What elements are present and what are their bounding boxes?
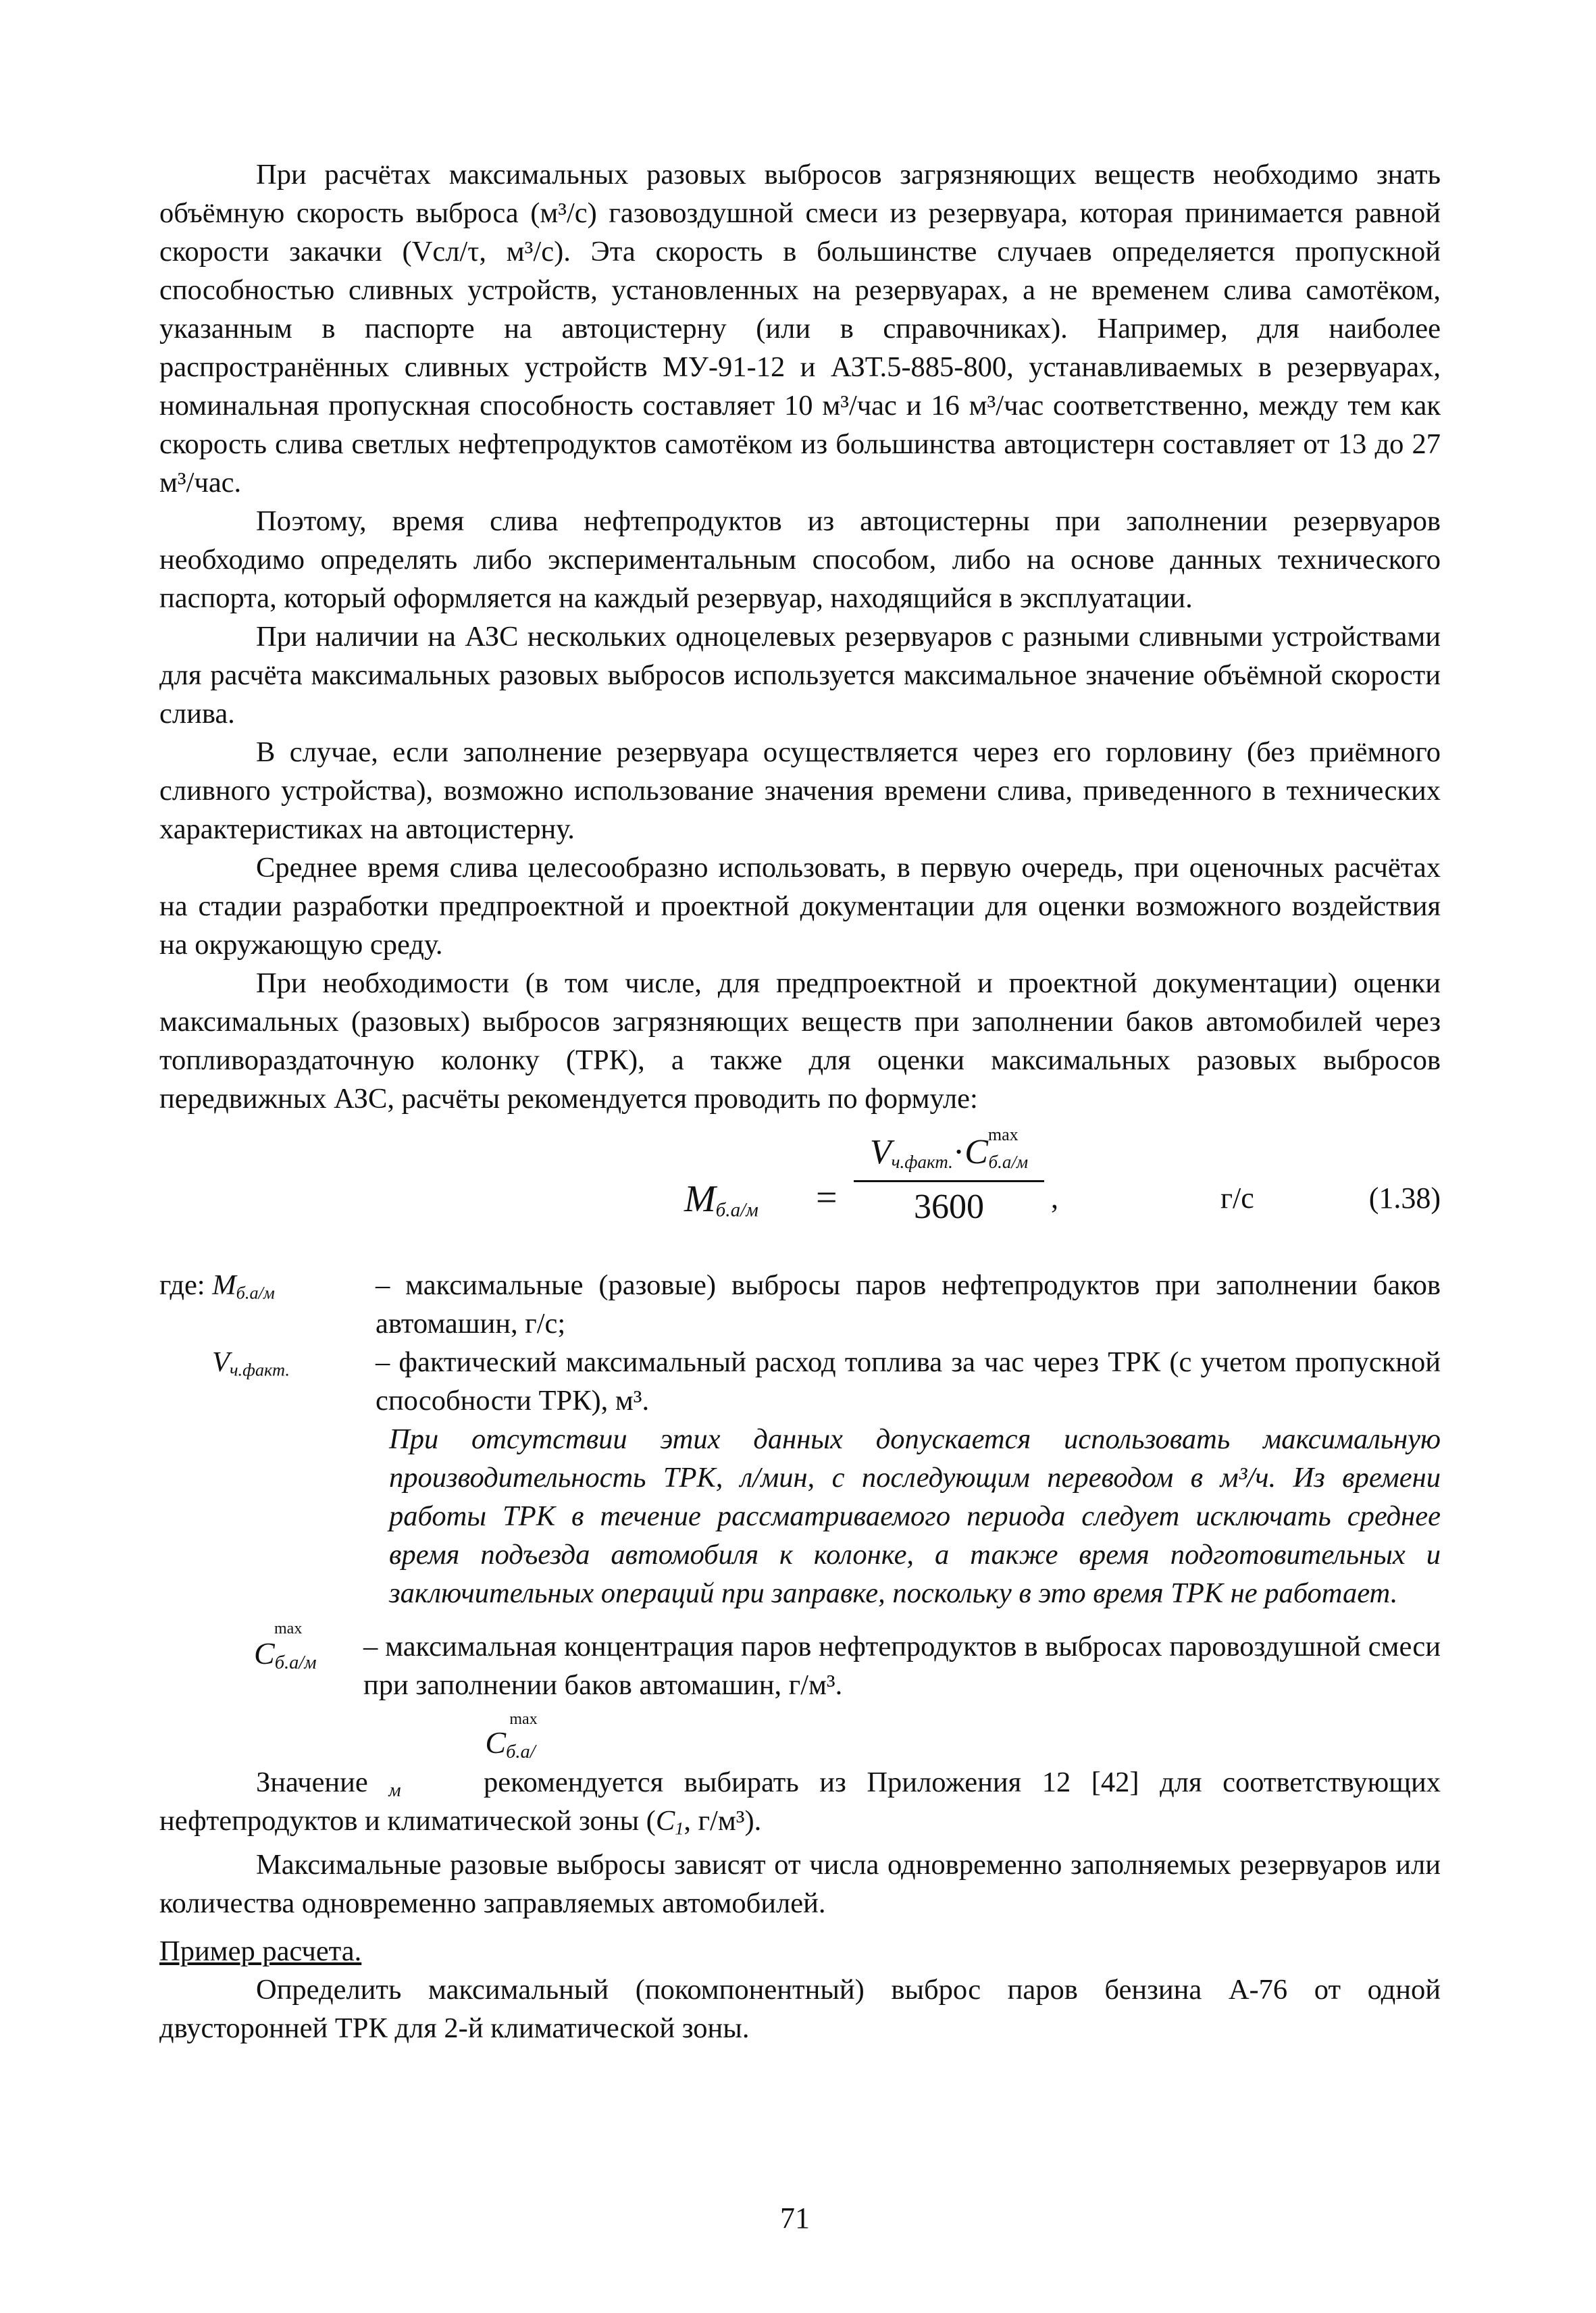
definition-c	[159, 1620, 1441, 1704]
formula-comma: ,	[1051, 1181, 1058, 1215]
formula-unit: г/с	[1220, 1181, 1254, 1215]
formula-numerator: $Vч.факт.\cdot C^{max}б.а/м$	[869, 1125, 1029, 1172]
paragraph-average-time: Среднее время слива целесообразно использовать, в первую очередь, при оценочных расчётах на стадии разработки предпроектной и проектной документации для оценки возможного воздействия на окружающую среду.	[159, 852, 1441, 961]
formula-lhs: Mб.а/м	[684, 1178, 758, 1221]
definition-m-text: – максимальные (разовые) выбросы паров нефтепродуктов при заполнении баков автомашин, г/с;	[376, 1269, 1441, 1340]
formula-1-38	[159, 1121, 1441, 1259]
formula-denominator: 3600	[914, 1188, 984, 1226]
definition-m: где: Mб.а/м – максимальные (разовые) выбросы паров нефтепродуктов при заполнении баков автомашин, г/с;	[159, 1269, 1441, 1340]
formula-number: (1.38)	[1368, 1181, 1441, 1215]
definition-v-note: При отсутствии этих данных допускается использовать максимальную производительность ТРК, л/мин, с последующим переводом в м³/ч. Из времени работы ТРК в течение рассматриваемого периода следует исключать среднее время подъезда автомобиля к колонке, а также время подготовительных и заключительных операций при заправке, поскольку в это время ТРК не работает.	[389, 1423, 1441, 1609]
paragraph-max-emissions: Максимальные разовые выбросы зависят от числа одновременно заполняемых резервуаров или количества одновременно заправляемых автомобилей.	[159, 1849, 1441, 1919]
paragraph-volumetric-rate: При расчётах максимальных разовых выбросов загрязняющих веществ необходимо знать объёмную скорость выброса (м³/с) газовоздушной смеси из резервуара, которая принимается равной скорости закачки (Vсл/τ, м³/с). Эта скорость в большинстве случаев определяется пропускной способностью сливных устройств, установленных на резервуарах, а не временем слива самотёком, указанным в паспорте на автоцистерну (или в справочниках). Например, для наиболее распространённых сливных устройств МУ-91-12 и АЗТ.5-885-800, устанавливаемых в резервуарах, номинальная пропускная способность составляет 10 м³/час и 16 м³/час соответственно, между тем как скорость слива светлых нефтепродуктов самотёком из большинства автоцистерн составляет от 13 до 27 м³/час.	[159, 159, 1441, 499]
definition-v-text: – фактический максимальный расход топлива за час через ТРК (с учетом пропускной способности ТРК), м³.	[376, 1346, 1441, 1417]
paragraph-multiple-tanks: При наличии на АЗС нескольких одноцелевых резервуаров с разными сливными устройствами для расчёта максимальных разовых выбросов используется максимальное значение объёмной скорости слива.	[159, 621, 1441, 730]
paragraph-formula-intro: При необходимости (в том числе, для предпроектной и проектной документации) оценки максимальных (разовых) выбросов загрязняющих веществ при заполнении баков автомобилей через топливораздаточную колонку (ТРК), а также для оценки максимальных разовых выбросов передвижных АЗС, расчёты рекомендуется проводить по формуле:	[159, 967, 1441, 1115]
symbol-c-max-inline: C max б.а/м	[388, 1710, 538, 1802]
page-number: 71	[780, 2202, 810, 2235]
definition-v: Vч.факт. – фактический максимальный расход топлива за час через ТРК (с учетом пропускной способности ТРК), м³. При отсутствии этих данных допускается использовать максимальную производительность ТРК, л/мин, с последующим переводом в м³/ч. Из времени работы ТРК в течение рассматриваемого периода следует исключать среднее время подъезда автомобиля к колонке, а также время подготовительных и заключительных операций при заправке, поскольку в это время ТРК не работает.	[159, 1343, 1441, 1612]
paragraph-value-choice: Значение C max б.а/м рекомендуется выбирать из Приложения 12 [42] для соответствующих нефтепродуктов и климатической зоны (C1, г/м³).	[159, 1710, 1441, 1839]
paragraph-example-task: Определить максимальный (покомпонентный) выброс паров бензина А-76 от одной двусторонней ТРК для 2-й климатической зоны.	[159, 1974, 1441, 2044]
paragraph-tank-neck: В случае, если заполнение резервуара осуществляется через его горловину (без приёмного сливного устройства), возможно использование значения времени слива, приведенного в технических характеристиках на автоцистерну.	[159, 736, 1441, 845]
where-definitions	[159, 1266, 1441, 1704]
document-page	[159, 155, 1441, 2048]
formula-fraction	[851, 1125, 1047, 1228]
formula-equals: =	[816, 1177, 838, 1219]
definition-c-text: – максимальная концентрация паров нефтепродуктов в выбросах паровоздушной смеси при заполнении баков автомашин, г/м³.	[363, 1631, 1441, 1701]
formula-fraction-bar	[854, 1180, 1044, 1182]
example-heading: Пример расчета.	[159, 1935, 362, 1967]
paragraph-drain-time: Поэтому, время слива нефтепродуктов из автоцистерны при заполнении резервуаров необходимо определять либо экспериментальным способом, либо на основе данных технического паспорта, который оформляется на каждый резервуар, находящийся в эксплуатации.	[159, 505, 1441, 614]
symbol-c-max: C max б.а/м	[254, 1620, 317, 1674]
where-label: где:	[159, 1269, 205, 1301]
